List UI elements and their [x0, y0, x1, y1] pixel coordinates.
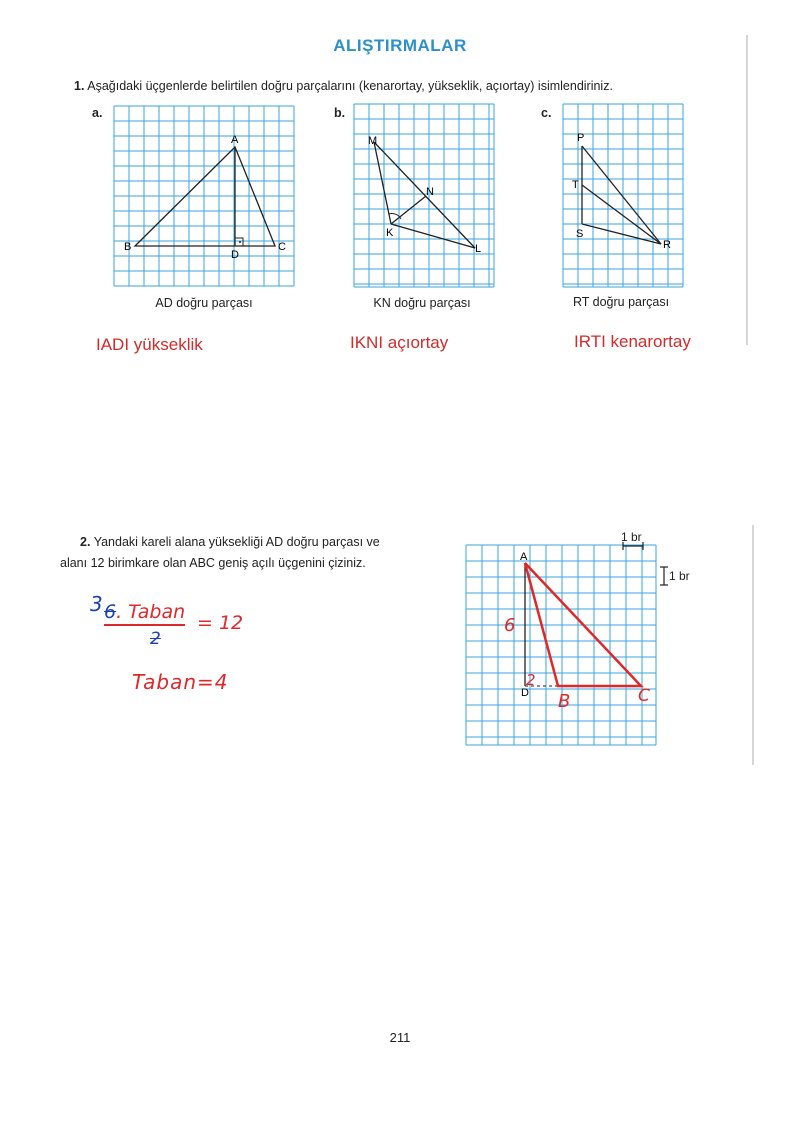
work-three: 3 [90, 592, 103, 616]
answer-a: IADI yükseklik [96, 335, 203, 354]
figure-b [354, 104, 494, 287]
question-2-line1 [80, 535, 380, 549]
figure-c [563, 104, 683, 287]
question-2-number: 2. [80, 535, 91, 549]
work-result: Taban=4 [132, 670, 229, 694]
part-b-letter: b. [334, 106, 346, 120]
part-a-letter: a. [92, 106, 103, 120]
answer-b: IKNI açıortay [350, 333, 449, 352]
label-k: K [386, 227, 394, 239]
page-number: 211 [389, 1030, 411, 1045]
unit-vertical-label: 1 br [669, 569, 690, 583]
part-c-letter: c. [541, 106, 552, 120]
unit-horizontal-marker [622, 542, 644, 550]
work-taban: . Taban [116, 601, 186, 623]
label-c: C [278, 241, 286, 253]
segment-mk [374, 142, 391, 224]
label-b-q2: B [558, 691, 571, 712]
label-d-q2: D [521, 687, 529, 699]
work-six: 6 [104, 601, 117, 623]
segment-sr [582, 224, 661, 244]
figure-q2 [466, 545, 656, 745]
label-t: T [572, 179, 579, 191]
margin-rule-bottom [752, 525, 754, 765]
question-2-line2: alanı 12 birimkare olan ABC geniş açılı üçgenini çiziniz. [60, 556, 366, 570]
caption-c: RT doğru parçası [572, 295, 670, 309]
label-d: D [231, 249, 239, 261]
label-n: N [426, 186, 434, 198]
height-label: 6 [504, 615, 516, 636]
label-s: S [576, 228, 584, 240]
page-title: ALIŞTIRMALAR [333, 36, 467, 55]
segment-pr [582, 146, 661, 244]
label-b: B [124, 241, 132, 253]
question-2-text-1: Yandaki kareli alana yüksekliği AD doğru parçası ve [93, 535, 380, 549]
answer-c: IRTI kenarortay [574, 332, 691, 351]
label-a: A [231, 134, 239, 146]
figure-a [114, 106, 294, 286]
grid-q2 [466, 545, 656, 745]
label-c-q2: C [638, 686, 650, 706]
margin-rule-top [746, 35, 748, 345]
work-numerator [104, 601, 185, 626]
label-l: L [475, 243, 482, 255]
grid-b [354, 104, 494, 287]
question-1-number: 1. [74, 79, 85, 93]
question-1-text: Aşağıdaki üçgenlerde belirtilen doğru parçalarını (kenarortay, yükseklik, açıortay) isimlendiriniz. [87, 79, 613, 93]
work-equals: = 12 [197, 612, 244, 634]
caption-a: AD doğru parçası [155, 296, 253, 310]
label-a-q2: A [520, 551, 528, 563]
caption-b: KN doğru parçası [373, 296, 471, 310]
segment-kl [391, 224, 475, 248]
label-m: M [368, 135, 378, 147]
label-p: P [577, 132, 585, 144]
question-1 [74, 79, 734, 93]
grid-a [114, 106, 294, 286]
segment-kn [391, 196, 426, 224]
label-r: R [663, 239, 671, 251]
unit-horizontal-label: 1 br [621, 530, 642, 544]
unit-vertical-marker [660, 566, 668, 586]
side-label: 2 [526, 671, 536, 689]
work-denominator: 2 [150, 629, 161, 649]
